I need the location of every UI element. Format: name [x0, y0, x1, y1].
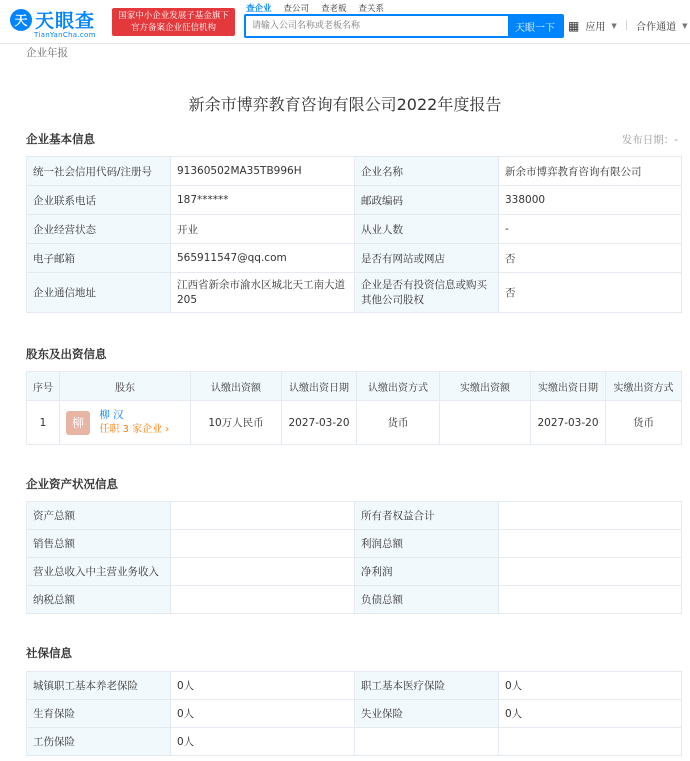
- social-security-table: [26, 671, 682, 756]
- cell-value: 江西省新余市渝水区城北天工南大道205: [171, 273, 355, 313]
- assets-table: [26, 501, 682, 614]
- banner-line-2: 官方备案企业征信机构: [130, 23, 216, 33]
- cell-label: 企业经营状态: [27, 215, 171, 244]
- cell-label: 企业联系电话: [27, 186, 171, 215]
- cell-value: [171, 502, 355, 530]
- cell-label: 职工基本医疗保险: [355, 672, 499, 700]
- search-tabs: [246, 2, 384, 14]
- cell-label: 企业通信地址: [27, 273, 171, 313]
- cell-label: 营业总收入中主营业务收入: [27, 558, 171, 586]
- table-row: [27, 502, 682, 530]
- cell-empty: [499, 728, 682, 756]
- column-header: 实缴出资方式: [606, 372, 682, 401]
- nav-cooperation-menu[interactable]: 合作通道: [636, 22, 677, 33]
- cell-subscribed-date: 2027-03-20: [282, 401, 357, 445]
- apps-grid-icon[interactable]: ▦: [568, 18, 580, 33]
- shareholder-tenure-link[interactable]: 任职 3 家企业 ›: [99, 424, 170, 435]
- chevron-down-icon: ▼: [611, 21, 617, 30]
- column-header: 实缴出资日期: [531, 372, 606, 401]
- cell-label: 生育保险: [27, 700, 171, 728]
- tab-firm[interactable]: 查公司: [283, 4, 310, 14]
- cell-value: [171, 530, 355, 558]
- tab-relation[interactable]: 查关系: [358, 4, 385, 14]
- table-row: [27, 273, 682, 313]
- column-header: 序号: [27, 372, 60, 401]
- top-header: [0, 0, 690, 44]
- cell-value: 否: [499, 273, 682, 313]
- nav-app-menu[interactable]: 应用: [585, 22, 606, 33]
- table-row: [27, 244, 682, 273]
- cell-label: 电子邮箱: [27, 244, 171, 273]
- table-row: [27, 672, 682, 700]
- table-row: [27, 700, 682, 728]
- logo-eye-icon: 天: [10, 9, 32, 31]
- cell-value: 否: [499, 244, 682, 273]
- search-button[interactable]: 天眼一下: [508, 16, 562, 36]
- section-title-shareholders: 股东及出资信息: [26, 347, 107, 361]
- cell-value: [171, 586, 355, 614]
- table-row: [27, 530, 682, 558]
- tab-boss[interactable]: 查老板: [321, 4, 347, 14]
- cell-label: 负债总额: [355, 586, 499, 614]
- section-title-assets: 企业资产状况信息: [26, 477, 118, 491]
- cell-label: 统一社会信用代码/注册号: [27, 157, 171, 186]
- banner-line-1: 国家中小企业发展子基金旗下: [118, 11, 229, 21]
- cell-label: 是否有网站或网店: [355, 244, 499, 273]
- table-row: [27, 586, 682, 614]
- cell-label: 企业是否有投资信息或购买其他公司股权: [355, 273, 499, 313]
- search-box: [244, 14, 564, 38]
- cell-value: 开业: [171, 215, 355, 244]
- cell-value: 565911547@qq.com: [171, 244, 355, 273]
- section-title-social: 社保信息: [26, 646, 72, 660]
- cell-paid-date: 2027-03-20: [531, 401, 606, 445]
- fund-banner[interactable]: [112, 8, 235, 36]
- table-row: [27, 157, 682, 186]
- table-row: [27, 215, 682, 244]
- cell-index: 1: [27, 401, 60, 445]
- cell-empty: [355, 728, 499, 756]
- column-header: 认缴出资方式: [357, 372, 440, 401]
- cell-label: 工伤保险: [27, 728, 171, 756]
- cell-value: 0人: [499, 672, 682, 700]
- logo-text: 天眼查: [35, 10, 96, 32]
- cell-value: 187******: [171, 186, 355, 215]
- cell-value: [499, 502, 682, 530]
- cell-value: [499, 530, 682, 558]
- cell-label: 城镇职工基本养老保险: [27, 672, 171, 700]
- table-row: [27, 558, 682, 586]
- cell-label: 邮政编码: [355, 186, 499, 215]
- shareholder-info: [99, 408, 169, 437]
- cell-label: 利润总额: [355, 530, 499, 558]
- basic-info-table: [26, 156, 682, 313]
- chevron-down-icon: ▼: [682, 21, 688, 30]
- cell-value: 0人: [171, 672, 355, 700]
- search-input[interactable]: [246, 16, 508, 36]
- table-header-row: [27, 372, 682, 401]
- cell-value: [499, 558, 682, 586]
- publish-date: 发布日期：-: [621, 134, 678, 146]
- logo-domain: TianYanCha.com: [34, 31, 96, 39]
- cell-value: 91360502MA35TB996H: [171, 157, 355, 186]
- cell-label: 所有者权益合计: [355, 502, 499, 530]
- cell-label: 企业名称: [355, 157, 499, 186]
- cell-label: 资产总额: [27, 502, 171, 530]
- section-title-basic: 企业基本信息: [26, 132, 95, 146]
- cell-paid-amount: [440, 401, 531, 445]
- cell-value: 0人: [499, 700, 682, 728]
- table-row: [27, 186, 682, 215]
- column-header: 股东: [60, 372, 191, 401]
- cell-label: 失业保险: [355, 700, 499, 728]
- cell-subscribed-amount: 10万人民币: [191, 401, 282, 445]
- cell-value: [499, 586, 682, 614]
- site-logo[interactable]: [10, 6, 110, 38]
- table-row: [27, 728, 682, 756]
- cell-label: 销售总额: [27, 530, 171, 558]
- cell-value: 新余市博弈教育咨询有限公司: [499, 157, 682, 186]
- shareholder-table: [26, 371, 682, 445]
- column-header: 实缴出资额: [440, 372, 531, 401]
- nav-divider: |: [624, 20, 629, 31]
- avatar[interactable]: 柳: [66, 411, 90, 435]
- cell-label: 从业人数: [355, 215, 499, 244]
- breadcrumb[interactable]: 企业年报: [26, 47, 68, 59]
- cell-paid-method: 货币: [606, 401, 682, 445]
- cell-value: -: [499, 215, 682, 244]
- cell-value: 338000: [499, 186, 682, 215]
- cell-label: 净利润: [355, 558, 499, 586]
- nav-right: [568, 18, 688, 33]
- shareholder-name-link[interactable]: 柳 汉: [99, 409, 124, 421]
- page-title: 新余市博弈教育咨询有限公司2022年度报告: [188, 95, 502, 114]
- cell-value: 0人: [171, 700, 355, 728]
- column-header: 认缴出资额: [191, 372, 282, 401]
- column-header: 认缴出资日期: [282, 372, 357, 401]
- cell-label: 纳税总额: [27, 586, 171, 614]
- table-row: [27, 401, 682, 445]
- cell-value: [171, 558, 355, 586]
- cell-value: 0人: [171, 728, 355, 756]
- cell-subscribed-method: 货币: [357, 401, 440, 445]
- tab-company[interactable]: 查企业: [246, 4, 272, 14]
- cell-shareholder: [60, 401, 191, 445]
